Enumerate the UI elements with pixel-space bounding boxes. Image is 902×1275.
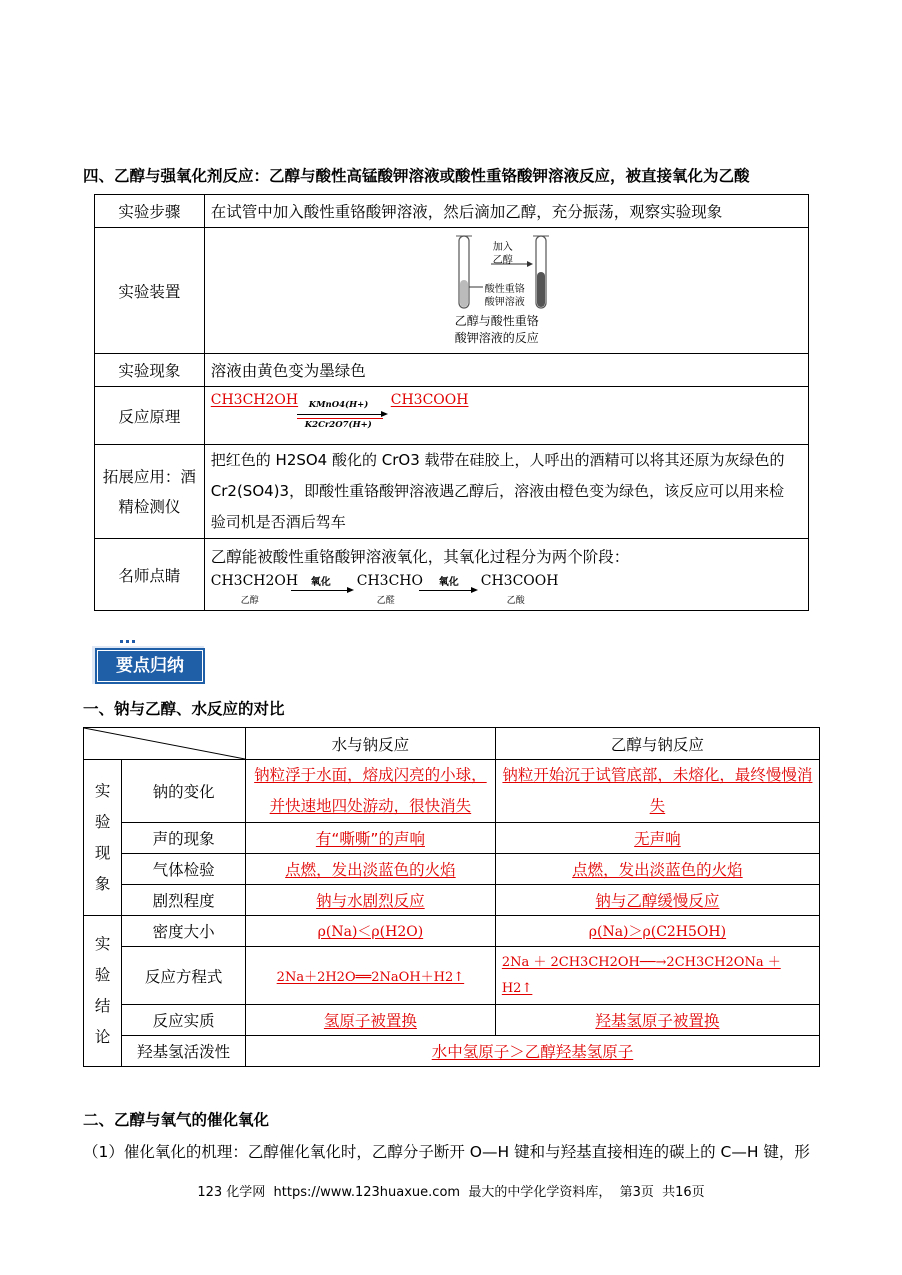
row-ethanol-value: 钠与乙醇缓慢反应 bbox=[495, 885, 819, 916]
header-ethanol: 乙醇与钠反应 bbox=[495, 728, 819, 760]
tip-cell bbox=[204, 539, 808, 611]
row-label: 羟基氢活泼性 bbox=[122, 1036, 246, 1067]
tip-formula-2-name: 乙醛 bbox=[376, 595, 395, 606]
row-label: 剧烈程度 bbox=[122, 885, 246, 916]
device-ethanol-label: 乙醇 bbox=[492, 254, 513, 266]
steps-label: 实验步骤 bbox=[95, 195, 205, 228]
badge-dots bbox=[92, 640, 114, 644]
row-label: 声的现象 bbox=[122, 823, 246, 854]
row-ethanol-value: ρ(Na)＞ρ(C2H5OH) bbox=[495, 916, 819, 947]
row-water-value: 钠粒浮于水面，熔成闪亮的小球，并快速地四处游动，很快消失 bbox=[246, 760, 496, 823]
section2-line-1: （1）催化氧化的机理：乙醇催化氧化时，乙醇分子断开 O—H 键和与羟基直接相连的碳上的 C—H 键，形 bbox=[83, 1143, 810, 1161]
application-line-1: 把红色的 H2SO4 酸化的 CrO3 载带在硅胶上，人呼出的酒精可以将其还原为灰绿色的 bbox=[210, 451, 785, 469]
tip-formula-3-name: 乙酸 bbox=[506, 595, 525, 606]
row-label: 密度大小 bbox=[122, 916, 246, 947]
row-water-value: 钠与水剧烈反应 bbox=[246, 885, 496, 916]
principle-condition-bottom: K2Cr2O7(H+) bbox=[304, 419, 372, 430]
tip-formula-1: CH3CH2OH bbox=[210, 572, 299, 589]
key-points-badge: 要点归纳 bbox=[97, 650, 203, 682]
principle-label: 反应原理 bbox=[95, 387, 205, 445]
tip-arrow-2-label: 氧化 bbox=[438, 576, 459, 588]
row-label: 反应方程式 bbox=[122, 947, 246, 1005]
section1-title: 一、钠与乙醇、水反应的对比 bbox=[83, 700, 285, 718]
row-merged-value: 水中氢原子＞乙醇羟基氢原子 bbox=[246, 1036, 820, 1067]
section2-title: 二、乙醇与氧气的催化氧化 bbox=[83, 1111, 270, 1129]
row-ethanol-value: 羟基氢原子被置换 bbox=[495, 1005, 819, 1036]
sodium-comparison-table bbox=[83, 727, 820, 1067]
row-ethanol-value: 钠粒开始沉于试管底部，未熔化，最终慢慢消失 bbox=[495, 760, 819, 823]
row-water-value: 有“嘶嘶”的声响 bbox=[246, 823, 496, 854]
principle-condition-top: KMnO4(H+) bbox=[308, 399, 369, 410]
device-add-label: 加入 bbox=[492, 241, 513, 253]
row-water-value: 氢原子被置换 bbox=[246, 1005, 496, 1036]
device-cell bbox=[204, 228, 808, 354]
phenomenon-label: 实验现象 bbox=[95, 354, 205, 387]
application-line-3: 验司机是否酒后驾车 bbox=[210, 513, 346, 531]
phenomenon-value: 溶液由黄色变为墨绿色 bbox=[204, 354, 808, 387]
header-diagonal-cell bbox=[84, 728, 246, 760]
device-label: 实验装置 bbox=[95, 228, 205, 354]
tip-formula-2: CH3CHO bbox=[356, 572, 423, 589]
group-conclusion: 实 验 结 论 bbox=[84, 916, 122, 1067]
device-caption-2: 酸钾溶液的反应 bbox=[454, 330, 539, 345]
page-footer: 123 化学网 https://www.123huaxue.com 最大的中学化学资料库， 第3页 共16页 bbox=[197, 1185, 705, 1200]
tip-arrow-1-label: 氧化 bbox=[310, 576, 331, 588]
oxidation-table bbox=[94, 194, 809, 611]
row-water-value: ρ(Na)＜ρ(H2O) bbox=[246, 916, 496, 947]
principle-reactant: CH3CH2OH bbox=[210, 391, 299, 408]
group-phenomenon: 实 验 现 象 bbox=[84, 760, 122, 916]
application-label: 拓展应用：酒 精检测仪 bbox=[95, 445, 205, 539]
application-line-2: Cr2(SO4)3，即酸性重铬酸钾溶液遇乙醇后，溶液由橙色变为绿色，该反应可以用来检 bbox=[210, 482, 785, 500]
tip-label: 名师点睛 bbox=[95, 539, 205, 611]
device-reagent-label-2: 酸钾溶液 bbox=[484, 296, 525, 308]
row-water-value: 点燃，发出淡蓝色的火焰 bbox=[246, 854, 496, 885]
tip-formula-3: CH3COOH bbox=[480, 572, 559, 589]
row-label: 气体检验 bbox=[122, 854, 246, 885]
tip-line-1: 乙醇能被酸性重铬酸钾溶液氧化，其氧化过程分为两个阶段： bbox=[210, 547, 630, 566]
steps-value: 在试管中加入酸性重铬酸钾溶液，然后滴加乙醇，充分振荡，观察实验现象 bbox=[204, 195, 808, 228]
header-water: 水与钠反应 bbox=[246, 728, 496, 760]
test-tube-figure bbox=[433, 232, 583, 350]
section4-title: 四、乙醇与强氧化剂反应：乙醇与酸性高锰酸钾溶液或酸性重铬酸钾溶液反应，被直接氧化为乙酸 bbox=[83, 167, 750, 185]
row-water-value: 2Na＋2H2O══2NaOH＋H2↑ bbox=[246, 947, 496, 1005]
tip-formula-1-name: 乙醇 bbox=[240, 595, 259, 606]
row-label: 反应实质 bbox=[122, 1005, 246, 1036]
device-reagent-label-1: 酸性重铬 bbox=[484, 283, 525, 295]
principle-cell bbox=[204, 387, 808, 445]
device-caption-1: 乙醇与酸性重铬 bbox=[454, 313, 539, 328]
application-value bbox=[204, 445, 808, 539]
row-ethanol-value: 2Na ＋ 2CH3CH2OH──→2CH3CH2ONa ＋ H2↑ bbox=[495, 947, 819, 1005]
row-ethanol-value: 无声响 bbox=[495, 823, 819, 854]
row-ethanol-value: 点燃，发出淡蓝色的火焰 bbox=[495, 854, 819, 885]
row-label: 钠的变化 bbox=[122, 760, 246, 823]
principle-product: CH3COOH bbox=[390, 391, 469, 408]
